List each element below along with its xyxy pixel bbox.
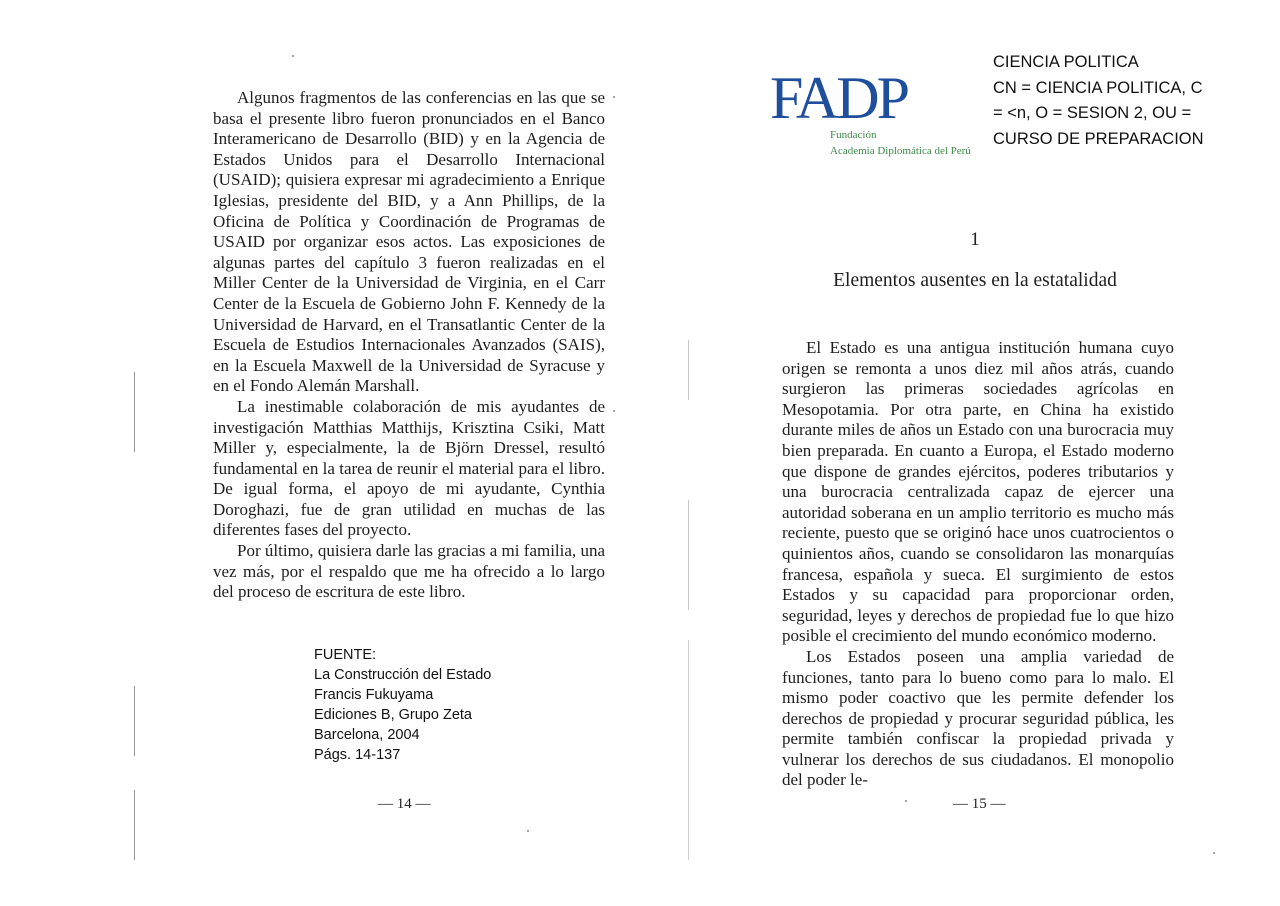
logo-subtitle-line1: Fundación <box>830 129 877 141</box>
left-page-number: — 14 — <box>378 796 431 812</box>
left-paragraph-3: Por último, quisiera darle las gracias a mi familia, una vez más, por el respaldo que me ha ofrecido a lo largo del proceso de escritura de este libro. <box>213 541 605 602</box>
scan-speck <box>527 830 529 832</box>
scan-edge-mark <box>134 790 135 860</box>
scan-speck <box>292 55 294 57</box>
scan-speck <box>1213 852 1215 854</box>
source-pages: Págs. 14-137 <box>314 747 401 763</box>
scan-speck <box>905 800 907 802</box>
chapter-title: Elementos ausentes en la estatalidad <box>833 270 1117 291</box>
header-line-4: CURSO DE PREPARACION <box>993 129 1204 148</box>
right-paragraph-1: El Estado es una antigua institución humana cuyo origen se remonta a unos diez mil años atrás, cuando surgieron las primeras sociedades agrícolas en Mesopotamia. Por otra parte, en China ha existido durante miles de años un Estado con una burocracia muy bien preparada. En cuanto a Europa, el Estado moderno que dispone de grandes ejércitos, poderes tributarios y una burocracia centralizada capaz de ejercer una autoridad soberana en un amplio territorio es mucho más reciente, puesto que se originó hace unos cuatrocientos o quinientos años, cuando se consolidaron las monarquías francesa, española y sueca. El surgimiento de estos Estados y su capacidad para proporcionar orden, seguridad, leyes y derechos de propiedad fue lo que hizo posible el crecimiento del mundo económico moderno. <box>782 338 1174 646</box>
header-line-2: CN = CIENCIA POLITICA, C <box>993 78 1203 97</box>
logo-subtitle-line2: Academia Diplomática del Perú <box>830 145 971 157</box>
scan-edge-mark <box>134 686 135 756</box>
source-title: La Construcción del Estado <box>314 667 492 683</box>
source-label: FUENTE: <box>314 647 377 663</box>
scan-gutter-mark <box>688 640 689 860</box>
source-publisher: Ediciones B, Grupo Zeta <box>314 707 472 723</box>
header-metadata <box>993 50 1223 152</box>
source-place-year: Barcelona, 2004 <box>314 727 420 743</box>
left-paragraph-2: La inestimable colaboración de mis ayudantes de investigación Matthias Matthijs, Krisztina Csiki, Matt Miller y, especialmente, la de Björn Dressel, resultó fundamental en la tarea de reunir el material para el libro. De igual forma, el apoyo de mi ayudante, Cynthia Doroghazi, fue de gran utilidad en muchas de las diferentes fases del proyecto. <box>213 396 605 540</box>
scan-edge-mark <box>134 372 135 452</box>
scan-gutter-mark <box>688 500 689 610</box>
right-page-body <box>782 338 1174 791</box>
right-paragraph-2: Los Estados poseen una amplia variedad de funciones, tanto para lo bueno como para lo malo. El mismo poder coactivo que les permite defender los derechos de propiedad y procurar seguridad pública, les permite también confiscar la propiedad privada y vulnerar los derechos de sus ciudadanos. El monopolio del poder le- <box>782 646 1174 790</box>
scan-speck <box>613 96 615 98</box>
left-paragraph-1: Algunos fragmentos de las conferencias en las que se basa el presente libro fueron pronunciados en el Banco Interamericano de Desarrollo (BID) y en la Agencia de Estados Unidos para el Desarrollo Internacional (USAID); quisiera expresar mi agradecimiento a Enrique Iglesias, presidente del BID, y a Ann Phillips, de la Oficina de Política y Coordinación de Programas de USAID por organizar esos actos. Las exposiciones de algunas partes del capítulo 3 fueron realizadas en el Miller Center de la Universidad de Virginia, en el Carr Center de la Escuela de Gobierno John F. Kennedy de la Universidad de Harvard, en el Transatlantic Center de la Escuela de Estudios Internacionales Avanzados (SAIS), en la Escuela Maxwell de la Universidad de Syracuse y en el Fondo Alemán Marshall. <box>213 88 605 396</box>
header-line-1: CIENCIA POLITICA <box>993 53 1139 71</box>
left-page-body <box>213 88 605 603</box>
scan-speck <box>613 410 615 412</box>
chapter-number: 1 <box>970 229 980 250</box>
source-citation <box>314 645 554 765</box>
fadp-logo <box>770 66 990 166</box>
right-page-number: — 15 — <box>953 796 1006 812</box>
header-line-3: = <n, O = SESION 2, OU = <box>993 104 1192 122</box>
logo-wordmark: FADP <box>770 65 907 131</box>
source-author: Francis Fukuyama <box>314 687 434 703</box>
scan-gutter-mark <box>688 340 689 400</box>
